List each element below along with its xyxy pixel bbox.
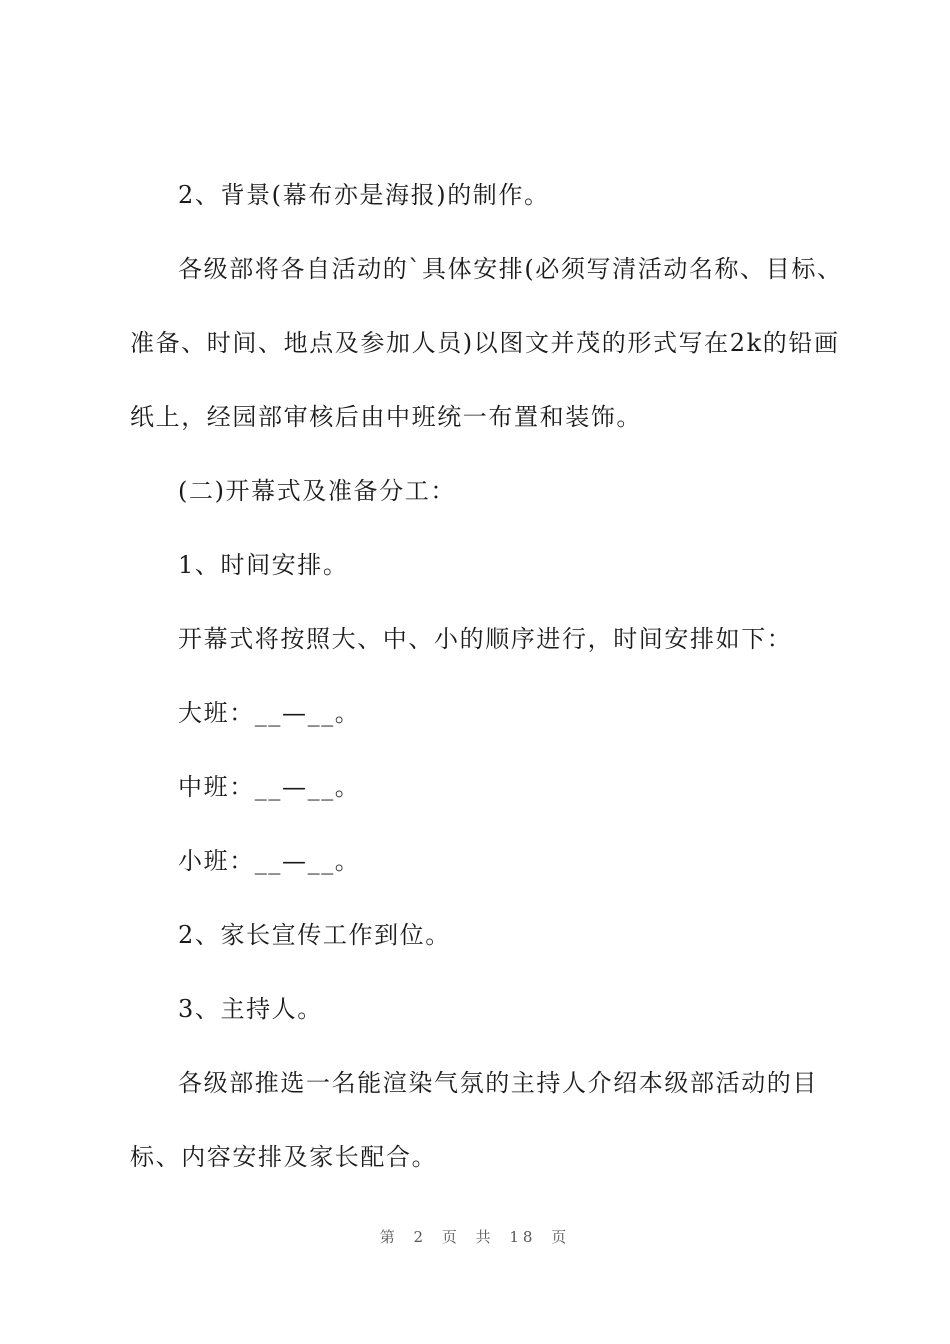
paragraph-opening-ceremony-heading: (二)开幕式及准备分工： bbox=[178, 477, 456, 505]
paragraph-middle-class-time: 中班：__—__。 bbox=[178, 773, 361, 801]
paragraph-junior-class-time: 小班：__—__。 bbox=[178, 847, 361, 875]
paragraph-parent-publicity: 2、家长宣传工作到位。 bbox=[178, 921, 451, 949]
paragraph-senior-class-time: 大班：__—__。 bbox=[178, 699, 361, 727]
paragraph-background-making: 2、背景(幕布亦是海报)的制作。 bbox=[178, 181, 550, 209]
paragraph-host: 3、主持人。 bbox=[178, 995, 323, 1023]
paragraph-opening-order: 开幕式将按照大、中、小的顺序进行，时间安排如下： bbox=[178, 625, 793, 653]
paragraph-host-selection: 各级部推选一名能渲染气氛的主持人介绍本级部活动的目标、内容安排及家长配合。 bbox=[130, 1069, 818, 1171]
paragraph-department-arrangement: 各级部将各自活动的`具体安排(必须写清活动名称、目标、准备、时间、地点及参加人员)以图文并茂的形式写在2k的铅画纸上，经园部审核后由中班统一布置和装饰。 bbox=[130, 255, 843, 431]
paragraph-time-arrangement: 1、时间安排。 bbox=[178, 551, 349, 579]
page-number-footer: 第 2 页 共 18 页 bbox=[379, 1228, 571, 1246]
